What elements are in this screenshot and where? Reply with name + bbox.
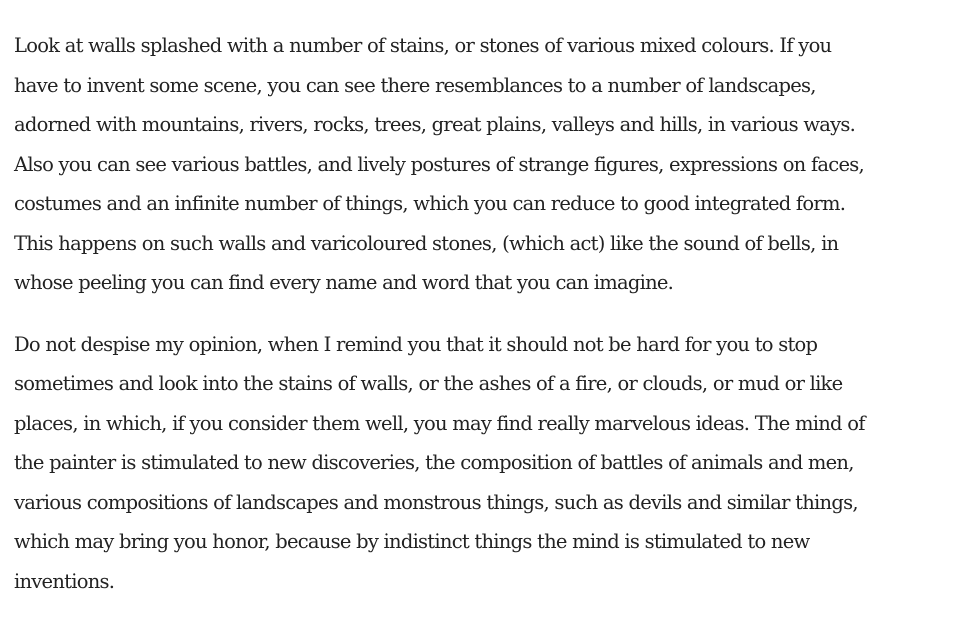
paragraph-line: Look at walls splashed with a number of stains, or stones of various mixed colours. If you (14, 34, 832, 57)
paragraph-1 (14, 26, 966, 303)
paragraph-line: various compositions of landscapes and monstrous things, such as devils and similar things, (14, 490, 858, 514)
paragraph-line: sometimes and look into the stains of walls, or the ashes of a fire, or clouds, or mud or like (14, 372, 843, 395)
paragraph-line: the painter is stimulated to new discoveries, the composition of battles of animals and men, (14, 451, 854, 474)
paragraph-line: which may bring you honor, because by indistinct things the mind is stimulated to new (14, 530, 810, 553)
paragraph-line: Also you can see various battles, and lively postures of strange figures, expressions on faces, (14, 152, 864, 176)
paragraph-line: costumes and an infinite number of things, which you can reduce to good integrated form. (14, 192, 846, 215)
paragraph-2 (14, 325, 966, 602)
paragraph-line: have to invent some scene, you can see there resemblances to a number of landscapes, (14, 73, 816, 97)
paragraph-line: adorned with mountains, rivers, rocks, trees, great plains, valleys and hills, in various ways. (14, 113, 856, 136)
paragraph-line: inventions. (14, 569, 115, 593)
paragraph-line: whose peeling you can find every name and word that you can imagine. (14, 271, 674, 294)
paragraph-line: places, in which, if you consider them well, you may find really marvelous ideas. The mind of (14, 411, 865, 435)
paragraph-line: This happens on such walls and varicoloured stones, (which act) like the sound of bells, in (14, 231, 839, 255)
paragraph-line: Do not despise my opinion, when I remind you that it should not be hard for you to stop (14, 332, 818, 356)
